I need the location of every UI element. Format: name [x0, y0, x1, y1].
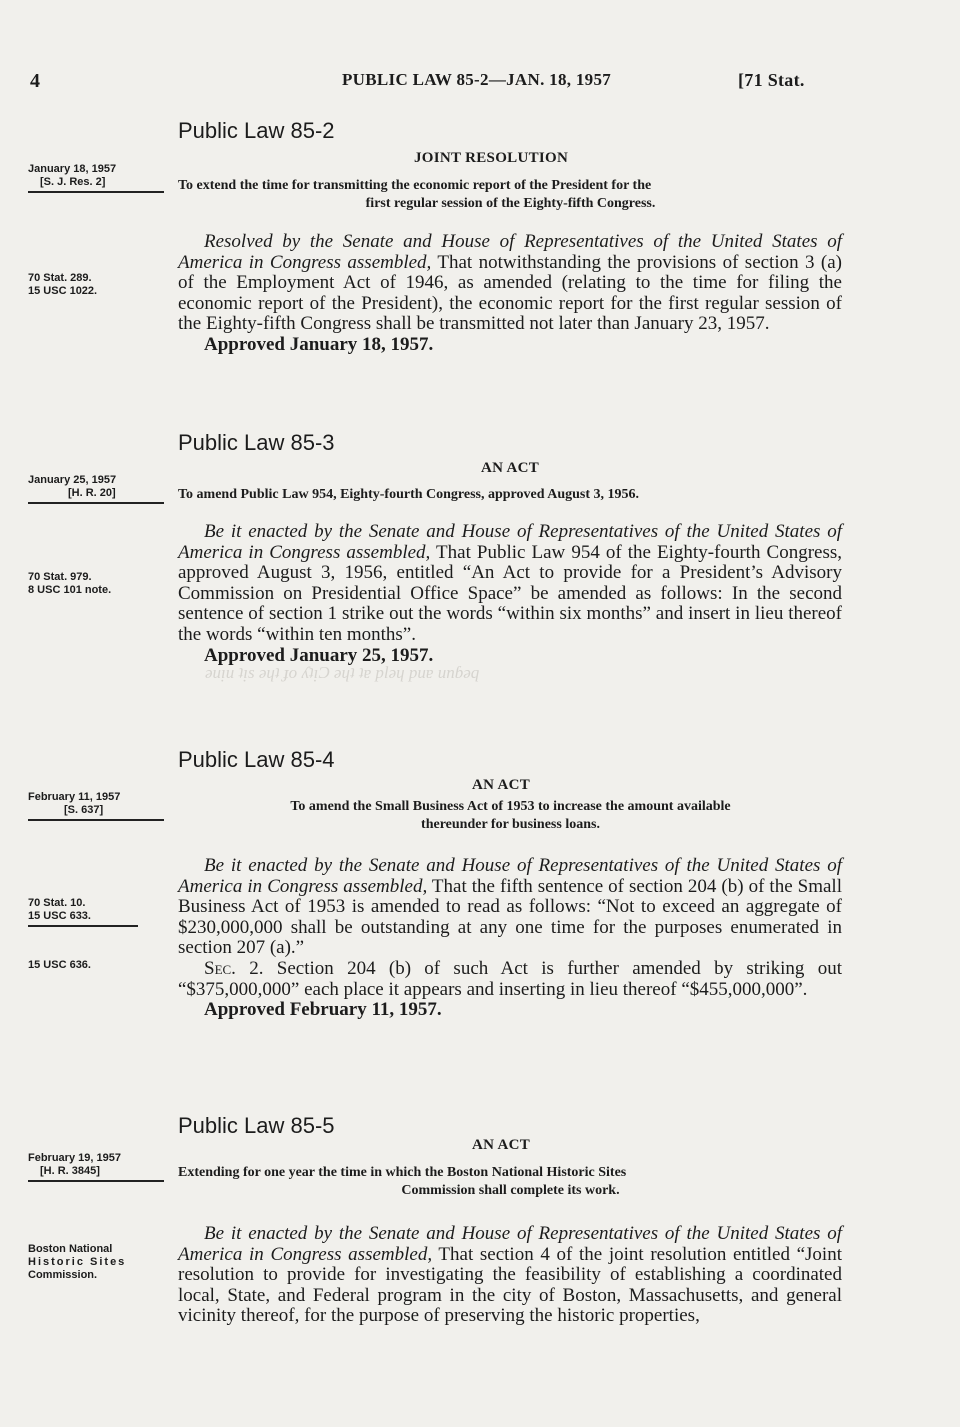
- purpose-clause: [178, 486, 843, 504]
- purpose-clause: [178, 1164, 843, 1200]
- section-label: Sec. 2.: [204, 957, 264, 979]
- purpose-line: first regular session of the Eighty-fifth Congress.: [365, 196, 656, 211]
- statute-ref: 15 USC 1022.: [28, 285, 98, 297]
- statute-ref: 8 USC 101 note.: [28, 584, 112, 596]
- law-body: [178, 232, 842, 356]
- law-title: Public Law 85-4: [178, 747, 335, 772]
- margin-statute-note: [28, 897, 138, 927]
- statute-ref: 70 Stat. 979.: [28, 571, 92, 583]
- purpose-line: thereunder for business loans.: [421, 817, 600, 832]
- purpose-line: Extending for one year the time in which the Boston National Historic Sites: [178, 1165, 627, 1180]
- law-title: Public Law 85-5: [178, 1113, 335, 1138]
- running-title: PUBLIC LAW 85-2—JAN. 18, 1957: [342, 70, 612, 89]
- body-paragraph: [178, 856, 842, 959]
- enacting-clause: Resolved by the Senate and House of Representatives of the United States of America in Congress assembled,: [178, 231, 842, 273]
- body-text: That the fifth sentence of section 204 (b) of the Small Business Act of 1953 is amended to read as follows: “Not to exceed an aggregate of $230,000,000 shall be outstanding at any one time for the purposes enumerated in section 207 (a).”: [178, 875, 842, 959]
- enacting-clause: Be it enacted by the Senate and House of Representatives of the United States of America in Congress assembled,: [178, 1223, 842, 1265]
- statute-ref: 15 USC 636.: [28, 959, 91, 971]
- body-paragraph: [178, 1224, 842, 1327]
- section-paragraph: [178, 959, 842, 1000]
- subject-line: Commission.: [28, 1269, 98, 1281]
- margin-date-note: [28, 1152, 164, 1182]
- law-body: [178, 1224, 842, 1327]
- purpose-line: To amend the Small Business Act of 1953 to increase the amount available: [290, 799, 731, 814]
- law-title: Public Law 85-3: [178, 430, 335, 455]
- purpose-line: To amend Public Law 954, Eighty-fourth Congress, approved August 3, 1956.: [178, 487, 640, 502]
- margin-date: February 11, 1957: [28, 791, 121, 803]
- page-number: 4: [30, 70, 41, 92]
- law-title: Public Law 85-2: [178, 118, 335, 143]
- enacting-clause: Be it enacted by the Senate and House of Representatives of the United States of America in Congress assembled,: [178, 521, 842, 563]
- body-text: That section 4 of the joint resolution entitled “Joint resolution to provide for investigating the feasibility of establishing a coordinated local, State, and Federal program in the city of Boston, Massachusetts, and general vicinity thereof, for the purpose of preserving the historic properties,: [178, 1243, 842, 1327]
- law-body: [178, 522, 842, 666]
- purpose-line: To extend the time for transmitting the economic report of the President for the: [178, 178, 652, 193]
- section-text: Section 204 (b) of such Act is further amended by striking out “$375,000,000” each place it appears and inserting in lieu thereof “$455,000,000”.: [178, 957, 842, 1000]
- margin-statute-note: [28, 272, 168, 298]
- subject-line: Boston National: [28, 1243, 113, 1255]
- document-type: JOINT RESOLUTION: [414, 150, 569, 166]
- body-paragraph: [178, 522, 842, 646]
- margin-bill-ref: [S. J. Res. 2]: [40, 176, 106, 188]
- volume-citation: [71 Stat.: [738, 70, 805, 90]
- law-body: [178, 856, 842, 1021]
- body-text: That notwithstanding the provisions of section 3 (a) of the Employment Act of 1946, as amended (relating to the time for filing the economic report of the President), the economic report for the first regular session of the Eighty-fifth Congress shall be transmitted not later than January 23, 1957.: [178, 251, 842, 335]
- body-paragraph: [178, 232, 842, 335]
- statute-ref: 70 Stat. 289.: [28, 272, 92, 284]
- margin-statute-note: [28, 959, 168, 972]
- purpose-clause: [178, 177, 843, 213]
- margin-date-note: [28, 474, 164, 504]
- margin-bill-ref: [H. R. 3845]: [40, 1165, 100, 1177]
- enacting-clause: Be it enacted by the Senate and House of Representatives of the United States of America in Congress assembled,: [178, 855, 842, 897]
- margin-date-note: [28, 163, 164, 193]
- margin-date: January 25, 1957: [28, 474, 117, 486]
- bleed-through-text: ǝuᴉu ʇᴉs ǝɥʇ ɟo ʎʇᴉƆ ǝɥʇ ʇɐ plǝɥ puɐ unɓǝq: [205, 663, 480, 682]
- purpose-line: Commission shall complete its work.: [401, 1183, 620, 1198]
- document-type: AN ACT: [472, 1137, 531, 1153]
- margin-bill-ref: [S. 637]: [64, 804, 104, 816]
- approval-line: Approved January 25, 1957.: [204, 644, 434, 666]
- document-type: AN ACT: [481, 460, 540, 476]
- margin-date: January 18, 1957: [28, 163, 117, 175]
- approval-line: Approved February 11, 1957.: [204, 999, 442, 1021]
- purpose-clause: [178, 798, 843, 834]
- margin-bill-ref: [H. R. 20]: [68, 487, 116, 499]
- body-text: That Public Law 954 of the Eighty-fourth Congress, approved August 3, 1956, entitled “An Act to provide for a President’s Advisory Commission on Presidential Office Space” be amended as follows: In the second sentence of section 1 strike out the words “within six months” and insert in lieu thereof the words “within ten months”.: [178, 541, 842, 645]
- statute-ref: 70 Stat. 10.: [28, 897, 86, 909]
- margin-subject-note: [28, 1243, 168, 1282]
- margin-statute-note: [28, 571, 168, 597]
- subject-line: Historic Sites: [28, 1256, 127, 1268]
- margin-date: February 19, 1957: [28, 1152, 121, 1164]
- document-type: AN ACT: [472, 777, 531, 793]
- approval-line: Approved January 18, 1957.: [204, 333, 434, 355]
- statute-ref: 15 USC 633.: [28, 910, 91, 922]
- margin-date-note: [28, 791, 164, 821]
